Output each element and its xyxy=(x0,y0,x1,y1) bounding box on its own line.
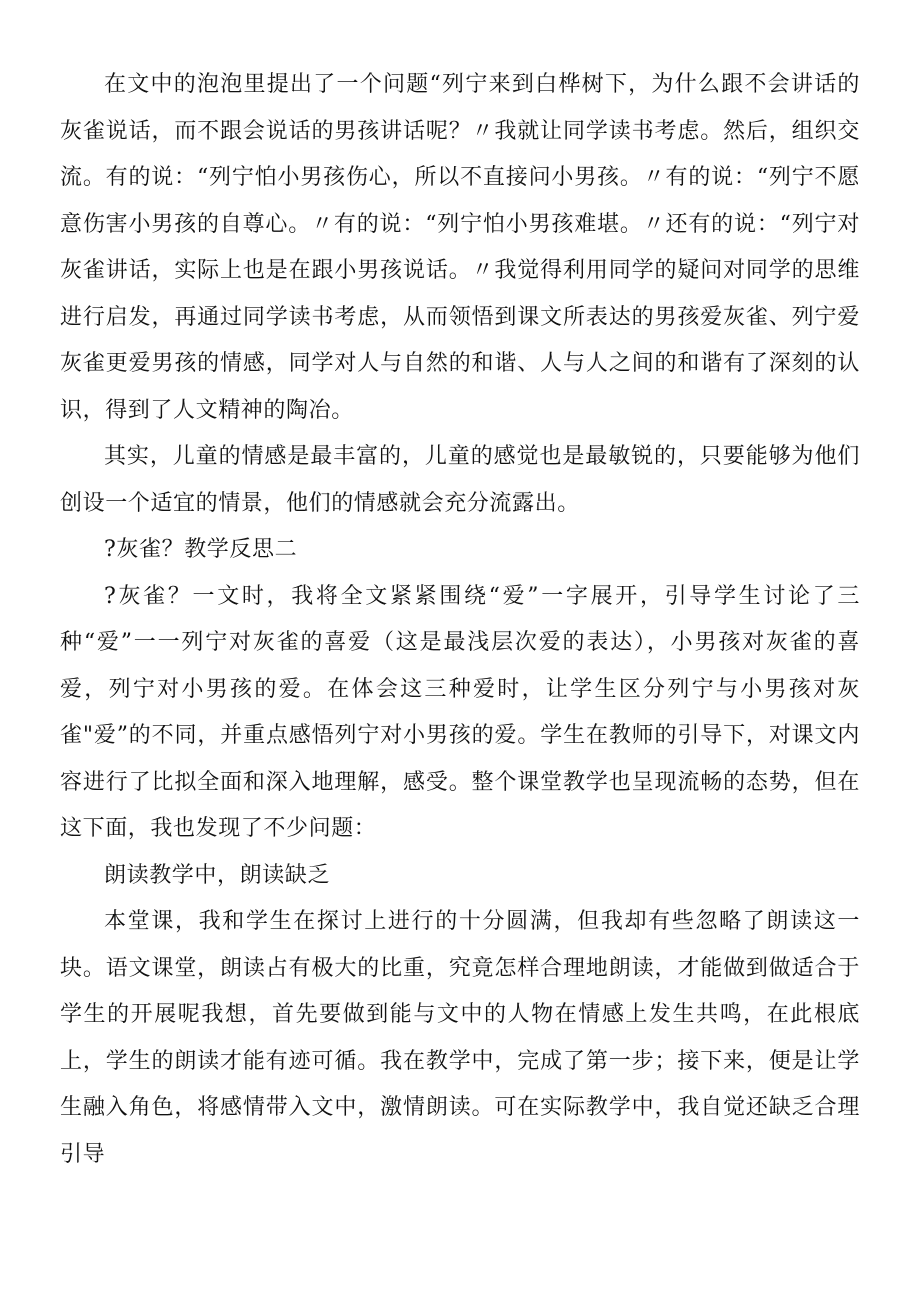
subheading-reading-teaching: 朗读教学中，朗读缺乏 xyxy=(104,862,331,888)
paragraph-children-emotion: 其实，儿童的情感是最丰富的，儿童的感觉也是最敏锐的，只要能够为他们创设一个适宜的情景，他们的情感就会充分流露出。 xyxy=(60,444,860,516)
section-heading-reflection-two: ?灰雀？教学反思二 xyxy=(104,537,298,562)
paragraph-reading-reflection: 本堂课，我和学生在探讨上进行的十分圆满，但我却有些忽略了朗读这一块。语文课堂，朗读占有极大的比重，究竟怎样合理地朗读，才能做到做适合于学生的开展呢我想，首先要做到能与文中的人物在情感上发生共鸣，在此根底上，学生的朗读才能有迹可循。我在教学中，完成了第一步；接下来，便是让学生融入角色，将感情带入文中，激情朗读。可在实际教学中，我自觉还缺乏合理引导 xyxy=(60,909,860,1167)
paragraph-discussion: 在文中的泡泡里提出了一个问题“列宁来到白桦树下，为什么跟不会讲话的灰雀说话，而不跟会说话的男孩讲话呢？〃我就让同学读书考虑。然后，组织交流。有的说：“列宁怕小男孩伤心，所以不直接问小男孩。〃有的说：“列宁不愿意伤害小男孩的自尊心。〃有的说：“列宁怕小男孩难堪。〃还有的说：“列宁对灰雀讲话，实际上也是在跟小男孩说话。〃我觉得利用同学的疑问对同学的思维进行启发，再通过同学读书考虑，从而领悟到课文所表达的男孩爱灰雀、列宁爱灰雀更爱男孩的情感，同学对人与自然的和谐、人与人之间的和谐有了深刻的认识，得到了人文精神的陶冶。 xyxy=(60,72,860,423)
document-body xyxy=(60,62,860,1262)
paragraph-three-loves: ?灰雀？一文时，我将全文紧紧围绕“爱”一字展开，引导学生讨论了三种“爱”一一列宁对灰雀的喜爱（这是最浅层次爱的表达），小男孩对灰雀的喜爱，列宁对小男孩的爱。在体会这三种爱时，让学生区分列宁与小男孩对灰雀"爱”的不同，并重点感悟列宁对小男孩的爱。学生在教师的引导下，对课文内容进行了比拟全面和深入地理解，感受。整个课堂教学也呈现流畅的态势，但在这下面，我也发现了不少问题： xyxy=(60,583,860,841)
